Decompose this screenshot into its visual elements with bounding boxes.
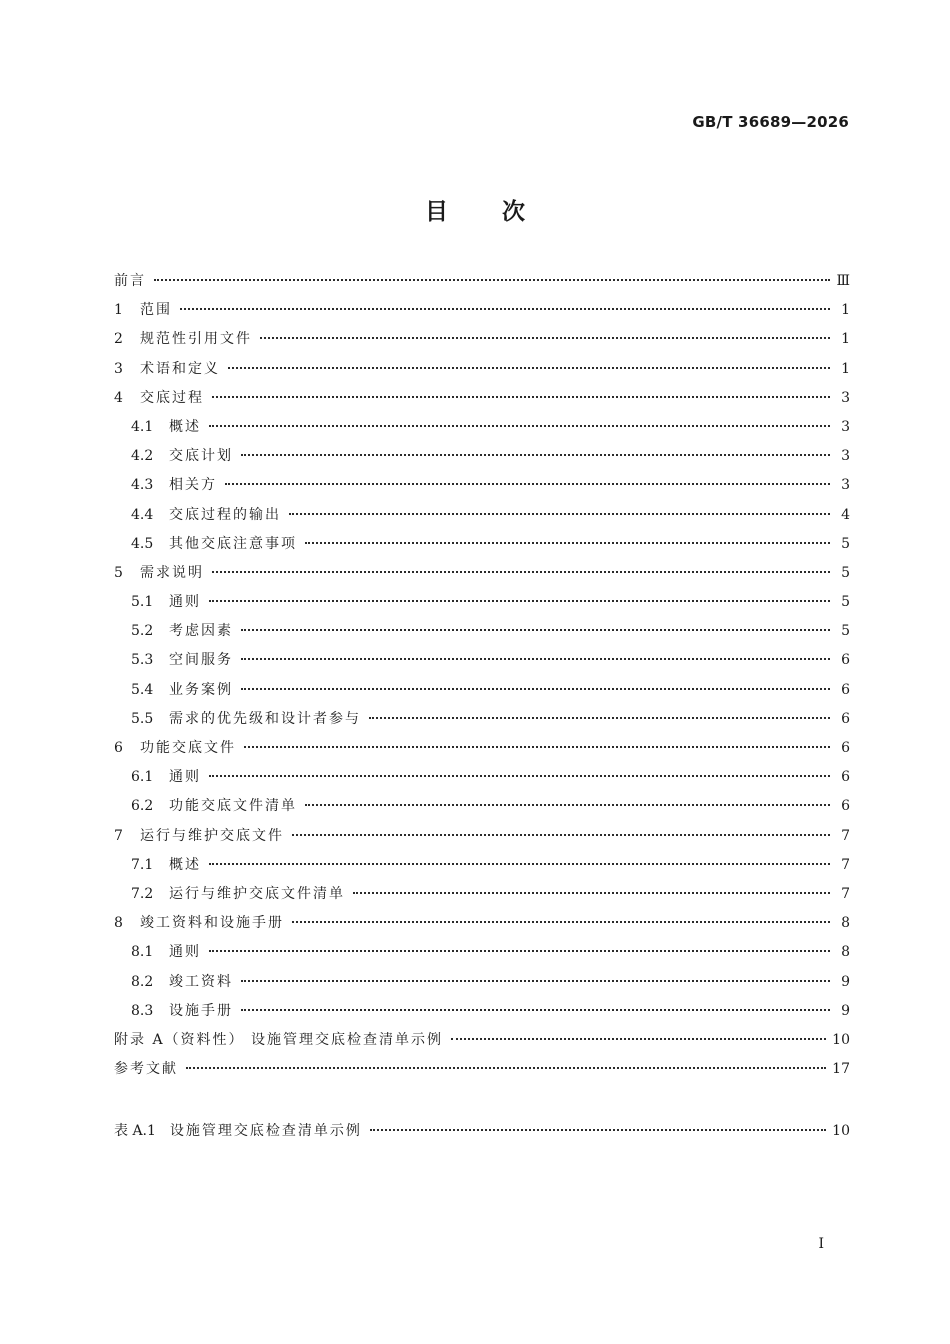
entry-number: 4.4 — [131, 506, 154, 523]
entry-number: 8 — [114, 915, 123, 932]
dot-leader — [370, 1129, 826, 1131]
entry-page-number: 1 — [841, 331, 850, 348]
toc-entry[interactable] — [114, 445, 850, 474]
dot-leader — [228, 367, 830, 369]
toc-entry[interactable] — [114, 679, 850, 708]
entry-page-number: 9 — [841, 1002, 850, 1019]
entry-page-number: 3 — [841, 418, 850, 435]
entry-number: 4.3 — [131, 477, 154, 494]
entry-title: 交底过程的输出 — [169, 506, 281, 523]
entry-title: 需求说明 — [140, 564, 204, 581]
entry-page-number: 6 — [841, 798, 850, 815]
entry-page-number: 3 — [841, 389, 850, 406]
toc-entry[interactable] — [114, 416, 850, 445]
entry-number: 5.2 — [131, 623, 154, 640]
toc-entry[interactable] — [114, 387, 850, 416]
toc-title: 目次 — [425, 199, 579, 225]
entry-page-number: 10 — [832, 1031, 850, 1048]
entry-title: 功能交底文件 — [140, 740, 236, 756]
toc-entry[interactable] — [114, 883, 850, 912]
dot-leader — [292, 834, 830, 836]
dot-leader — [241, 658, 830, 660]
entry-number: 5.1 — [131, 594, 154, 611]
entry-number: 5.3 — [131, 652, 154, 669]
entry-page-number: 6 — [841, 769, 850, 786]
entry-page-number: 3 — [841, 448, 850, 465]
toc-entry[interactable] — [114, 562, 850, 591]
entry-number: 7.2 — [131, 885, 154, 902]
entry-page-number: 6 — [841, 740, 850, 756]
entry-page-number: 17 — [832, 1061, 850, 1078]
entry-page-number: 3 — [841, 477, 850, 494]
entry-title: 相关方 — [169, 477, 217, 494]
dot-leader — [451, 1038, 826, 1040]
entry-title: 通则 — [169, 769, 201, 786]
toc-entry[interactable] — [114, 504, 850, 533]
list-of-tables — [114, 1120, 850, 1149]
entry-number: 5.4 — [131, 681, 154, 698]
entry-page-number: 1 — [841, 360, 850, 377]
entry-number: 8.1 — [131, 944, 154, 961]
entry-page-number: 7 — [841, 885, 850, 902]
entry-title: 通则 — [169, 594, 201, 611]
entry-page-number: 5 — [841, 564, 850, 581]
dot-leader — [305, 542, 830, 544]
entry-number: 6 — [114, 740, 123, 756]
dot-leader — [209, 950, 830, 952]
dot-leader — [292, 921, 830, 923]
entry-title: 需求的优先级和设计者参与 — [169, 710, 361, 727]
entry-page-number: 5 — [841, 623, 850, 640]
entry-title: 范围 — [140, 302, 172, 319]
dot-leader — [212, 396, 830, 398]
entry-number: 4.2 — [131, 448, 154, 465]
toc-entry[interactable] — [114, 737, 850, 766]
entry-title: 运行与维护交底文件清单 — [169, 885, 345, 902]
entry-page-number: 1 — [841, 302, 850, 319]
toc-entry[interactable] — [114, 825, 850, 854]
entry-number: 6.1 — [131, 769, 154, 786]
toc-entry[interactable] — [114, 620, 850, 649]
entry-number: 3 — [114, 360, 123, 377]
entry-title: 通则 — [169, 944, 201, 961]
entry-page-number: Ⅲ — [836, 273, 850, 289]
toc-entry[interactable] — [114, 649, 850, 678]
entry-page-number: 6 — [841, 710, 850, 727]
entry-number: 8.3 — [131, 1002, 154, 1019]
dot-leader — [305, 804, 830, 806]
dot-leader — [369, 717, 830, 719]
toc-entry[interactable] — [114, 299, 850, 328]
entry-title: 考虑因素 — [169, 623, 233, 640]
entry-title: 规范性引用文件 — [140, 331, 252, 348]
entry-number: 4 — [114, 389, 123, 406]
dot-leader — [353, 892, 830, 894]
entry-title: 交底计划 — [169, 448, 233, 465]
entry-number: 1 — [114, 302, 123, 319]
entry-title: 附录 A（资料性） 设施管理交底检查清单示例 — [114, 1031, 444, 1048]
entry-page-number: 6 — [841, 652, 850, 669]
toc-entry[interactable] — [114, 1029, 850, 1058]
dot-leader — [241, 980, 830, 982]
toc-entry[interactable] — [114, 971, 850, 1000]
table-of-contents — [114, 270, 850, 1087]
entry-title: 其他交底注意事项 — [169, 535, 297, 552]
dot-leader — [241, 629, 830, 631]
dot-leader — [225, 483, 830, 485]
entry-number: 7 — [114, 827, 123, 844]
dot-leader — [260, 337, 830, 339]
page-number: I — [818, 1236, 824, 1252]
entry-number: 4.1 — [131, 418, 154, 435]
entry-page-number: 7 — [841, 856, 850, 873]
toc-entry[interactable] — [114, 1058, 850, 1087]
entry-title: 空间服务 — [169, 652, 233, 669]
entry-title: 前言 — [114, 273, 146, 289]
entry-number: 6.2 — [131, 798, 154, 815]
entry-number: 4.5 — [131, 535, 154, 552]
dot-leader — [186, 1067, 826, 1069]
dot-leader — [154, 279, 830, 281]
entry-number: 5.5 — [131, 710, 154, 727]
dot-leader — [212, 571, 830, 573]
toc-entry[interactable] — [114, 533, 850, 562]
toc-entry[interactable] — [114, 270, 850, 299]
toc-entry[interactable] — [114, 328, 850, 357]
entry-title: 设施管理交底检查清单示例 — [169, 1123, 362, 1139]
standard-number: GB/T 36689—2026 — [692, 113, 849, 131]
entry-title: 设施手册 — [169, 1002, 233, 1019]
dot-leader — [209, 775, 830, 777]
entry-number: 2 — [114, 331, 123, 348]
entry-page-number: 10 — [832, 1123, 850, 1139]
entry-title: 交底过程 — [140, 389, 204, 406]
dot-leader — [209, 600, 830, 602]
toc-entry[interactable] — [114, 591, 850, 620]
entry-page-number: 8 — [841, 944, 850, 961]
entry-title: 概述 — [169, 856, 201, 873]
toc-entry[interactable] — [114, 766, 850, 795]
dot-leader — [180, 308, 830, 310]
toc-entry[interactable] — [114, 795, 850, 824]
entry-page-number: 6 — [841, 681, 850, 698]
dot-leader — [244, 746, 830, 748]
entry-page-number: 4 — [841, 506, 850, 523]
dot-leader — [209, 863, 830, 865]
entry-page-number: 8 — [841, 915, 850, 932]
entry-title: 功能交底文件清单 — [169, 798, 297, 815]
toc-entry[interactable] — [114, 474, 850, 503]
table-entry[interactable] — [114, 1120, 850, 1149]
toc-entry[interactable] — [114, 358, 850, 387]
entry-title: 竣工资料和设施手册 — [140, 915, 284, 932]
entry-title: 术语和定义 — [140, 360, 220, 377]
entry-number: 8.2 — [131, 973, 154, 990]
dot-leader — [241, 688, 830, 690]
entry-number: 5 — [114, 564, 123, 581]
entry-page-number: 9 — [841, 973, 850, 990]
entry-number: 表 A.1 — [114, 1123, 156, 1139]
toc-entry[interactable] — [114, 941, 850, 970]
entry-title: 业务案例 — [169, 681, 233, 698]
dot-leader — [289, 513, 830, 515]
dot-leader — [209, 425, 830, 427]
entry-title: 运行与维护交底文件 — [140, 827, 284, 844]
entry-page-number: 7 — [841, 827, 850, 844]
entry-page-number: 5 — [841, 594, 850, 611]
entry-number: 7.1 — [131, 856, 154, 873]
dot-leader — [241, 454, 830, 456]
toc-entry[interactable] — [114, 1000, 850, 1029]
dot-leader — [241, 1009, 830, 1011]
toc-entry[interactable] — [114, 708, 850, 737]
toc-entry[interactable] — [114, 912, 850, 941]
entry-page-number: 5 — [841, 535, 850, 552]
entry-title: 概述 — [169, 418, 201, 435]
entry-title: 参考文献 — [114, 1061, 178, 1078]
toc-entry[interactable] — [114, 854, 850, 883]
entry-title: 竣工资料 — [169, 973, 233, 990]
